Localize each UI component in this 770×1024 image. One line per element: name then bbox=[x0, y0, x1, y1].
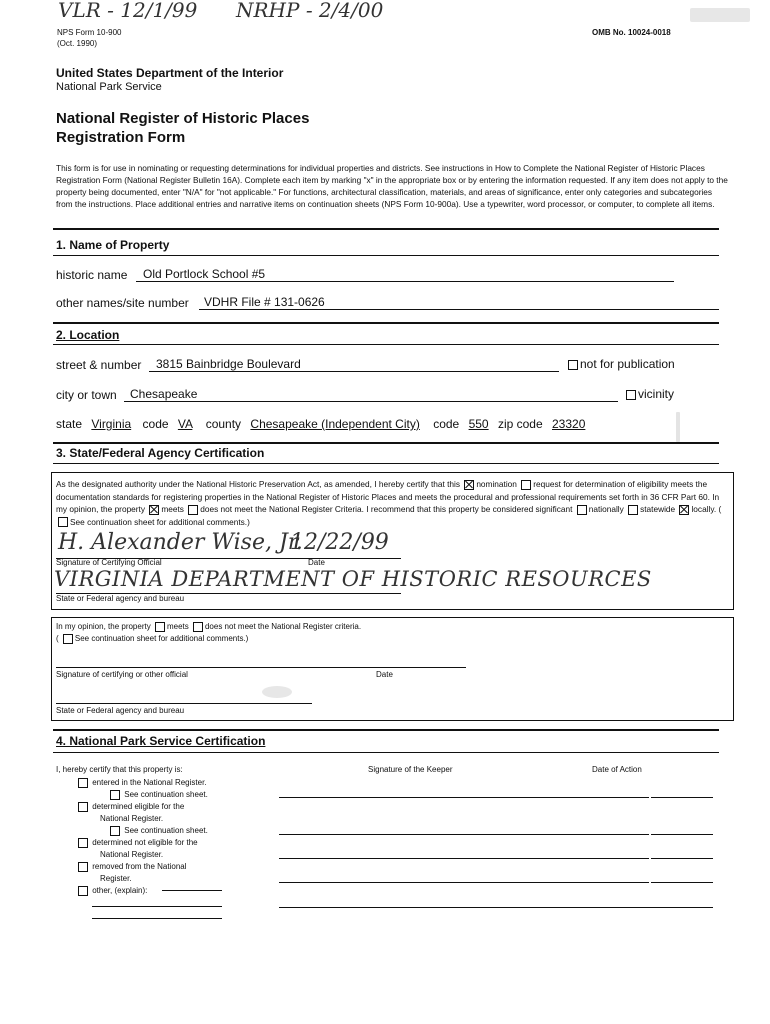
date-of-action-label: Date of Action bbox=[592, 765, 642, 774]
statewide-checkbox[interactable] bbox=[628, 505, 638, 515]
historic-name-label: historic name bbox=[56, 268, 128, 282]
handwritten-nrhp-date: NRHP - 2/4/00 bbox=[236, 0, 384, 22]
certifying-date: 12/22/99 bbox=[290, 530, 389, 555]
nomination-label: nomination bbox=[476, 479, 517, 489]
county-label: county bbox=[205, 417, 242, 431]
agency-handwritten: VIRGINIA DEPARTMENT OF HISTORIC RESOURCES bbox=[54, 567, 652, 591]
section3-heading: 3. State/Federal Agency Certification bbox=[56, 446, 265, 460]
date-line bbox=[651, 858, 713, 859]
other-names-label: other names/site number bbox=[56, 296, 189, 310]
checkbox[interactable] bbox=[568, 360, 578, 370]
opinion-label: In my opinion, the property bbox=[56, 622, 151, 632]
date-line bbox=[651, 834, 713, 835]
certification-text bbox=[56, 478, 728, 528]
state-value[interactable]: Virginia bbox=[91, 417, 132, 431]
certifying-signature: H. Alexander Wise, Jr. bbox=[58, 530, 303, 555]
option-label: removed from the National bbox=[92, 862, 187, 871]
historic-name-line bbox=[136, 281, 674, 282]
form-date: (Oct. 1990) bbox=[57, 39, 98, 48]
omb-number: OMB No. 10024-0018 bbox=[592, 28, 671, 37]
historic-name-value[interactable]: Old Portlock School #5 bbox=[143, 267, 266, 281]
request-text: request for determination of eligibility meets the documentation standards for registering properties in the National Register of Historic Places and meets the procedural and professional requirements set forth in 36 CFR Part 60. In my opinion, the property bbox=[56, 479, 720, 514]
not-for-publication-label: not for publication bbox=[580, 357, 675, 371]
option-label: other, (explain): bbox=[92, 886, 148, 895]
nationally-checkbox[interactable] bbox=[577, 505, 587, 515]
scan-artifact bbox=[690, 8, 750, 22]
opinion-meets-checkbox[interactable] bbox=[155, 622, 165, 632]
state-row bbox=[56, 417, 585, 431]
opinion-text bbox=[56, 622, 361, 632]
agency2-label: State or Federal agency and bureau bbox=[56, 706, 185, 715]
street-label: street & number bbox=[56, 358, 142, 372]
cert-text: As the designated authority under the National Historic Preservation Act, as amended, I hereby certify that this bbox=[56, 479, 460, 489]
request-checkbox[interactable] bbox=[521, 480, 531, 490]
sig2-label: Signature of certifying or other official bbox=[56, 670, 188, 679]
option-label2: National Register. bbox=[100, 850, 164, 859]
nomination-checkbox[interactable] bbox=[464, 480, 474, 490]
option-label2: Register. bbox=[100, 874, 132, 883]
form-number: NPS Form 10-900 bbox=[57, 28, 122, 37]
option-label: determined not eligible for the bbox=[92, 838, 198, 847]
meets-checkbox[interactable] bbox=[149, 505, 159, 515]
opinion-continuation-checkbox[interactable] bbox=[63, 634, 73, 644]
divider bbox=[53, 442, 719, 444]
option-not-eligible[interactable] bbox=[76, 837, 208, 849]
option-label2: National Register. bbox=[100, 814, 164, 823]
city-line bbox=[124, 401, 618, 402]
keeper-sig-line bbox=[279, 907, 713, 908]
divider bbox=[53, 255, 719, 256]
sig2-line bbox=[56, 667, 466, 668]
nps-certify-label: I, hereby certify that this property is: bbox=[56, 765, 183, 774]
locally-checkbox[interactable] bbox=[679, 505, 689, 515]
vicinity-label: vicinity bbox=[638, 387, 675, 401]
continuation-checkbox[interactable] bbox=[58, 517, 68, 527]
divider bbox=[53, 729, 719, 731]
opinion-does-not-meet-label: does not meet the National Register criteria. bbox=[204, 622, 362, 632]
explain-line bbox=[92, 918, 222, 919]
street-value[interactable]: 3815 Bainbridge Boulevard bbox=[156, 357, 301, 371]
nationally-label: nationally bbox=[588, 504, 624, 514]
other-names-value[interactable]: VDHR File # 131-0626 bbox=[204, 295, 325, 309]
keeper-sig-line bbox=[279, 834, 649, 835]
agency-label: State or Federal agency and bureau bbox=[56, 594, 185, 603]
divider bbox=[53, 344, 719, 345]
opinion-meets-label: meets bbox=[166, 622, 189, 632]
signature-label: Signature of Certifying Official bbox=[56, 558, 162, 567]
zip-value[interactable]: 23320 bbox=[552, 417, 586, 431]
other-names-line bbox=[199, 309, 719, 310]
option-other[interactable] bbox=[76, 885, 208, 897]
other-explain-line bbox=[162, 890, 222, 891]
vicinity[interactable] bbox=[624, 387, 674, 401]
scan-artifact bbox=[262, 686, 292, 698]
divider bbox=[53, 752, 719, 753]
form-title-line2: Registration Form bbox=[56, 129, 186, 146]
handwritten-vlr-date: VLR - 12/1/99 bbox=[58, 0, 198, 22]
divider bbox=[53, 463, 719, 464]
meets-label: meets bbox=[161, 504, 184, 514]
county-code-value[interactable]: 550 bbox=[468, 417, 489, 431]
opinion-see-label: See continuation sheet for additional comments.) bbox=[74, 634, 249, 644]
keeper-sig-line bbox=[279, 858, 649, 859]
option-sub-label: See continuation sheet. bbox=[124, 826, 208, 835]
instructions-paragraph: This form is for use in nominating or requesting determinations for individual properties and districts. See instructions in How to Complete the National Register of Historic Places Registration Form (National Register Bulletin 16A). Complete each item by marking "x" in the appropriate box or by entering the information requested. If any item does not apply to the property being documented, enter "N/A" for "not applicable." For functions, architectural classification, materials, and areas of significance, enter only categories and subcategories from the instructions. Place additional entries and narrative items on continuation sheets (NPS Form 10-900a). Use a typewriter, word processor, or computer, to complete all items. bbox=[56, 163, 728, 209]
section4-heading: 4. National Park Service Certification bbox=[56, 734, 266, 748]
date2-label: Date bbox=[376, 670, 393, 679]
option-sub-label: See continuation sheet. bbox=[124, 790, 208, 799]
statewide-label: statewide bbox=[640, 504, 676, 514]
option-label: determined eligible for the bbox=[92, 802, 185, 811]
option-entered[interactable] bbox=[76, 777, 208, 789]
state-code-value[interactable]: VA bbox=[177, 417, 193, 431]
keeper-sig-line bbox=[279, 797, 649, 798]
nps-options bbox=[76, 777, 208, 897]
date-line bbox=[651, 797, 713, 798]
divider bbox=[53, 228, 719, 230]
county-value[interactable]: Chesapeake (Independent City) bbox=[250, 417, 420, 431]
does-not-meet-text: does not meet the National Register Criteria. I recommend that this property be considered significant bbox=[200, 504, 573, 514]
zip-label: zip code bbox=[497, 417, 543, 431]
option-removed[interactable] bbox=[76, 861, 208, 873]
option-sub[interactable] bbox=[76, 789, 208, 801]
section1-heading: 1. Name of Property bbox=[56, 238, 170, 252]
see-continuation-label: See continuation sheet for additional comments.) bbox=[70, 516, 250, 527]
state-label: state bbox=[56, 417, 83, 431]
keeper-sig-line bbox=[279, 882, 649, 883]
scan-artifact bbox=[676, 412, 680, 442]
form-title-line1: National Register of Historic Places bbox=[56, 110, 310, 127]
county-code-label: code bbox=[433, 417, 460, 431]
option-label: entered in the National Register. bbox=[92, 778, 207, 787]
department-name: United States Department of the Interior bbox=[56, 66, 284, 80]
divider bbox=[53, 322, 719, 324]
service-name: National Park Service bbox=[56, 81, 162, 93]
opinion-does-not-meet-checkbox[interactable] bbox=[193, 622, 203, 632]
does-not-meet-checkbox[interactable] bbox=[188, 505, 198, 515]
checkbox[interactable] bbox=[626, 390, 636, 400]
city-value[interactable]: Chesapeake bbox=[130, 387, 198, 401]
option-eligible[interactable] bbox=[76, 801, 208, 813]
explain-line bbox=[92, 906, 222, 907]
opinion-continuation: ( See continuation sheet for additional comments.) bbox=[56, 634, 249, 644]
city-label: city or town bbox=[56, 388, 117, 402]
date-label: Date bbox=[308, 558, 325, 567]
code-label: code bbox=[142, 417, 169, 431]
not-for-publication[interactable] bbox=[566, 357, 675, 371]
section2-heading: 2. Location bbox=[56, 328, 120, 342]
street-line bbox=[149, 371, 559, 372]
option-sub[interactable] bbox=[76, 825, 208, 837]
date-line bbox=[651, 882, 713, 883]
keeper-label: Signature of the Keeper bbox=[368, 765, 453, 774]
locally-label: locally. ( bbox=[691, 504, 722, 514]
agency2-line bbox=[56, 703, 312, 704]
